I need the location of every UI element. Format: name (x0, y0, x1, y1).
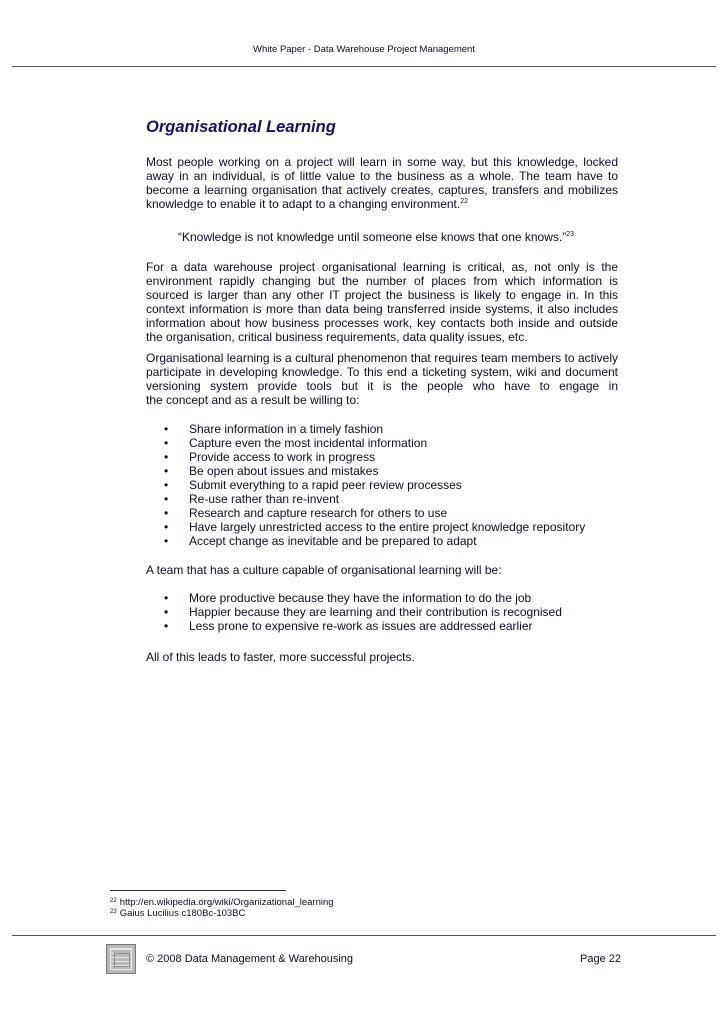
paragraph-1 (146, 155, 618, 211)
company-logo-icon (106, 944, 136, 974)
bullet: • (164, 520, 169, 534)
list-item-text: Re-use rather than re-invent (189, 492, 340, 506)
list-item-text: Less prone to expensive re-work as issues are addressed earlier (189, 619, 533, 633)
list-item-text: Capture even the most incidental information (189, 436, 428, 450)
list-item-text: Share information in a timely fashion (189, 422, 384, 436)
bullet: • (164, 619, 169, 633)
bullet: • (164, 591, 169, 605)
list-item (164, 436, 585, 450)
paragraph-2-text: For a data warehouse project organisational learning is critical, as, not only is the environment rapidly changing but the number of places from which information is sourced is larger than any other IT project the business is likely to engage in. In this context information is more than data being transferred inside systems, it also includes information about how business processes work, key contacts both inside and outside (146, 260, 618, 330)
footnote-text: Gaius Lucilius c180Bc-103BC (119, 908, 246, 919)
footnote-22 (110, 897, 334, 908)
list-item (164, 619, 562, 633)
list-item-text: More productive because they have the information to do the job (189, 591, 532, 605)
list-item-text: Submit everything to a rapid peer review processes (189, 478, 462, 492)
list-item (164, 478, 585, 492)
list-item-text: Be open about issues and mistakes (189, 464, 379, 478)
willing-to-list (164, 422, 585, 548)
bullet: • (164, 506, 169, 520)
paragraph-3-last: the concept and as a result be willing to: (146, 393, 360, 407)
bullet: • (164, 450, 169, 464)
quote (178, 230, 574, 244)
list-item (164, 450, 585, 464)
quote-text: “Knowledge is not knowledge until someone else knows that one knows.” (178, 230, 567, 244)
bullet: • (164, 422, 169, 436)
list-item (164, 492, 585, 506)
list-item (164, 422, 585, 436)
footnote-number: 23 (110, 909, 117, 915)
header-divider (12, 66, 716, 67)
footnote-ref-23[interactable]: 23 (566, 231, 575, 238)
footnote-ref-22[interactable]: 22 (460, 198, 469, 205)
page-header-title: White Paper - Data Warehouse Project Management (253, 44, 475, 55)
bullet: • (164, 478, 169, 492)
paragraph-1-text: Most people working on a project will learn in some way, but this knowledge, locked away in an individual, is of little value to the business as a whole. The team have to become a learning organisation that actively creates, captures, transfers and mobilizes (146, 155, 618, 197)
paragraph-4-text: A team that has a culture capable of organisational learning will be: (146, 563, 502, 577)
list-item (164, 605, 562, 619)
paragraph-3 (146, 351, 618, 407)
paragraph-2-last: the organisation, critical business requirements, data quality issues, etc. (146, 330, 528, 344)
team-qualities-list (164, 591, 562, 633)
paragraph-4 (146, 563, 618, 577)
list-item-text: Accept change as inevitable and be prepared to adapt (189, 534, 477, 548)
bullet: • (164, 436, 169, 450)
paragraph-1-last (146, 197, 618, 211)
list-item-text: Provide access to work in progress (189, 450, 376, 464)
page-number: Page 22 (580, 953, 621, 965)
list-item (164, 534, 585, 548)
list-item (164, 591, 562, 605)
paragraph-3-text: Organisational learning is a cultural phenomenon that requires team members to actively participate in developing knowledge. To this end a ticketing system, wiki and document versioning system provide tools but it is the people who have to engage in (146, 351, 618, 393)
footnote-23 (110, 908, 245, 919)
list-item (164, 464, 585, 478)
bullet: • (164, 534, 169, 548)
paragraph-2 (146, 260, 618, 344)
section-title: Organisational Learning (146, 118, 336, 136)
list-item (164, 506, 585, 520)
list-item-text: Happier because they are learning and their contribution is recognised (189, 605, 562, 619)
footnote-link[interactable]: http://en.wikipedia.org/wiki/Organizational_learning (119, 897, 334, 908)
paragraph-1-last-text: knowledge to enable it to adapt to a changing environment. (146, 197, 461, 211)
paragraph-5-text: All of this leads to faster, more successful projects. (146, 650, 415, 664)
list-item (164, 520, 585, 534)
paragraph-5 (146, 650, 618, 664)
footnote-divider (110, 890, 286, 891)
list-item-text: Have largely unrestricted access to the entire project knowledge repository (189, 520, 586, 534)
footer-copyright: © 2008 Data Management & Warehousing (146, 953, 354, 965)
footer-divider (12, 935, 716, 936)
footnote-number: 22 (110, 898, 117, 904)
bullet: • (164, 605, 169, 619)
logo-inner (110, 948, 132, 970)
list-item-text: Research and capture research for others to use (189, 506, 448, 520)
bullet: • (164, 464, 169, 478)
bullet: • (164, 492, 169, 506)
